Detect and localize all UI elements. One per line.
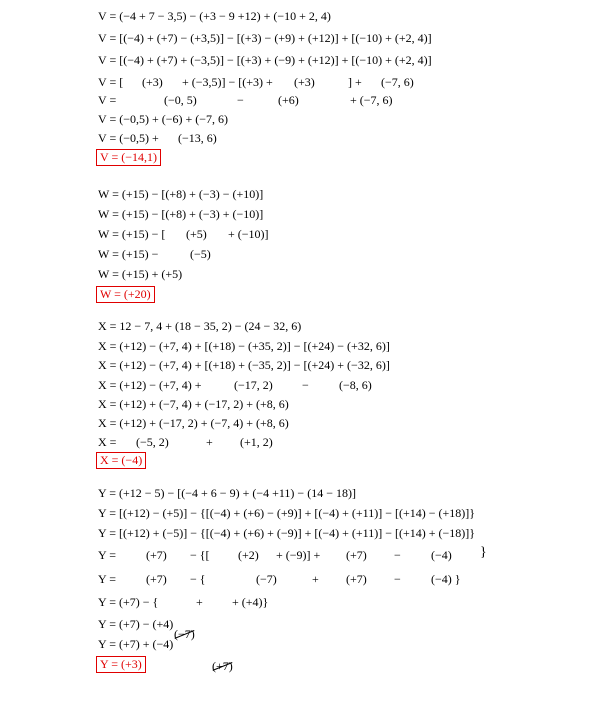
y-step-5-term: Y = <box>98 572 116 586</box>
w-result-box: W = (+20) <box>96 286 155 303</box>
y-step-6-term: Y = (+7) − { <box>98 595 159 609</box>
y-step-2: Y = [(+12) − (+5)] − {[(−4) + (+6) − (+9)] + [(−4) + (+11)] − [(+14) − (+18)]} <box>98 506 476 520</box>
y-result-box: Y = (+3) <box>96 656 146 673</box>
v-step-5-term: + (−7, 6) <box>350 93 393 107</box>
y-step-8: Y = (+7) + (−4) <box>98 637 174 651</box>
w-step-5: W = (+15) + (+5) <box>98 267 183 281</box>
y-step-7: Y = (+7) − (+4) <box>98 617 174 631</box>
y-step-4-term: (+7) <box>146 548 167 562</box>
y-step-5-term: − { <box>190 572 206 586</box>
x-step-4-term: − <box>302 378 309 392</box>
v-step-1: V = (−4 + 7 − 3,5) − (+3 − 9 +12) + (−10 + 2, 4) <box>98 9 331 23</box>
w-step-3-term: (+5) <box>186 227 207 241</box>
v-step-4-term: (−7, 6) <box>381 75 414 89</box>
x-step-4-term: (−8, 6) <box>339 378 372 392</box>
v-step-5-term: − <box>237 93 244 107</box>
y-step-4-term: + (−9)] + <box>276 548 321 562</box>
v-step-7-term: V = (−0,5) + <box>98 131 159 145</box>
w-step-1: W = (+15) − [(+8) + (−3) − (+10)] <box>98 187 264 201</box>
x-step-7-term: + <box>206 435 213 449</box>
y-step-4-term: (+2) <box>238 548 259 562</box>
x-step-4-term: X = (+12) − (+7, 4) + <box>98 378 202 392</box>
y-step-5-term: (+7) <box>346 572 367 586</box>
v-step-3: V = [(−4) + (+7) + (−3,5)] − [(+3) + (−9) + (+12)] + [(−10) + (+2, 4)] <box>98 53 432 67</box>
v-step-4-term: (+3) <box>142 75 163 89</box>
v-step-6: V = (−0,5) + (−6) + (−7, 6) <box>98 112 229 126</box>
x-step-6: X = (+12) + (−17, 2) + (−7, 4) + (+8, 6) <box>98 416 289 430</box>
y-step-3: Y = [(+12) + (−5)] − {[(−4) + (+6) + (−9)] + [(−4) + (+11)] − [(+14) + (−18)]} <box>98 526 476 540</box>
y-step-6-cancelled-term: (+7) <box>212 659 233 673</box>
y-step-6-cancelled-term: (−7) <box>174 627 195 641</box>
x-result-box: X = (−4) <box>96 452 146 469</box>
y-step-4-term: Y = <box>98 548 116 562</box>
y-step-5-term: − <box>394 572 401 586</box>
y-step-5-term: (−4) } <box>431 572 461 586</box>
v-step-4-term: (+3) <box>294 75 315 89</box>
y-step-5-term: + <box>312 572 319 586</box>
w-step-3-term: + (−10)] <box>228 227 269 241</box>
v-step-5-term: (−0, 5) <box>164 93 197 107</box>
v-step-4-term: + (−3,5)] − [(+3) + <box>182 75 273 89</box>
y-step-5-term: (−7) <box>256 572 277 586</box>
w-step-4-term: (−5) <box>190 247 211 261</box>
y-step-4-term: } <box>480 545 487 560</box>
y-step-5-term: (+7) <box>146 572 167 586</box>
x-step-3: X = (+12) − (+7, 4) + [(+18) + (−35, 2)] − [(+24) + (−32, 6)] <box>98 358 390 372</box>
y-step-4-term: − {[ <box>190 548 210 562</box>
y-step-4-term: (−4) <box>431 548 452 562</box>
y-step-6-term: + <box>196 595 203 609</box>
x-step-1: X = 12 − 7, 4 + (18 − 35, 2) − (24 − 32, 6) <box>98 319 302 333</box>
x-step-7-term: X = <box>98 435 117 449</box>
w-step-4-term: W = (+15) − <box>98 247 159 261</box>
x-step-7-term: (+1, 2) <box>240 435 273 449</box>
v-step-5-term: V = <box>98 93 117 107</box>
x-step-7-term: (−5, 2) <box>136 435 169 449</box>
y-step-4-term: − <box>394 548 401 562</box>
v-step-5-term: (+6) <box>278 93 299 107</box>
v-step-4-term: V = [ <box>98 75 124 89</box>
x-step-2: X = (+12) − (+7, 4) + [(+18) − (+35, 2)] − [(+24) − (+32, 6)] <box>98 339 390 353</box>
v-result-box: V = (−14,1) <box>96 149 161 166</box>
v-step-7-term: (−13, 6) <box>178 131 217 145</box>
w-step-3-term: W = (+15) − [ <box>98 227 166 241</box>
w-step-2: W = (+15) − [(+8) + (−3) + (−10)] <box>98 207 264 221</box>
v-step-4-term: ] + <box>348 75 362 89</box>
x-step-4-term: (−17, 2) <box>234 378 273 392</box>
x-step-7 <box>98 434 398 514</box>
x-step-5: X = (+12) + (−7, 4) + (−17, 2) + (+8, 6) <box>98 397 289 411</box>
v-step-2: V = [(−4) + (+7) − (+3,5)] − [(+3) − (+9) + (+12)] + [(−10) + (+2, 4)] <box>98 31 432 45</box>
y-step-4-term: (+7) <box>346 548 367 562</box>
y-step-6-term: + (+4)} <box>232 595 269 609</box>
y-step-1: Y = (+12 − 5) − [(−4 + 6 − 9) + (−4 +11) − (14 − 18)] <box>98 486 356 500</box>
